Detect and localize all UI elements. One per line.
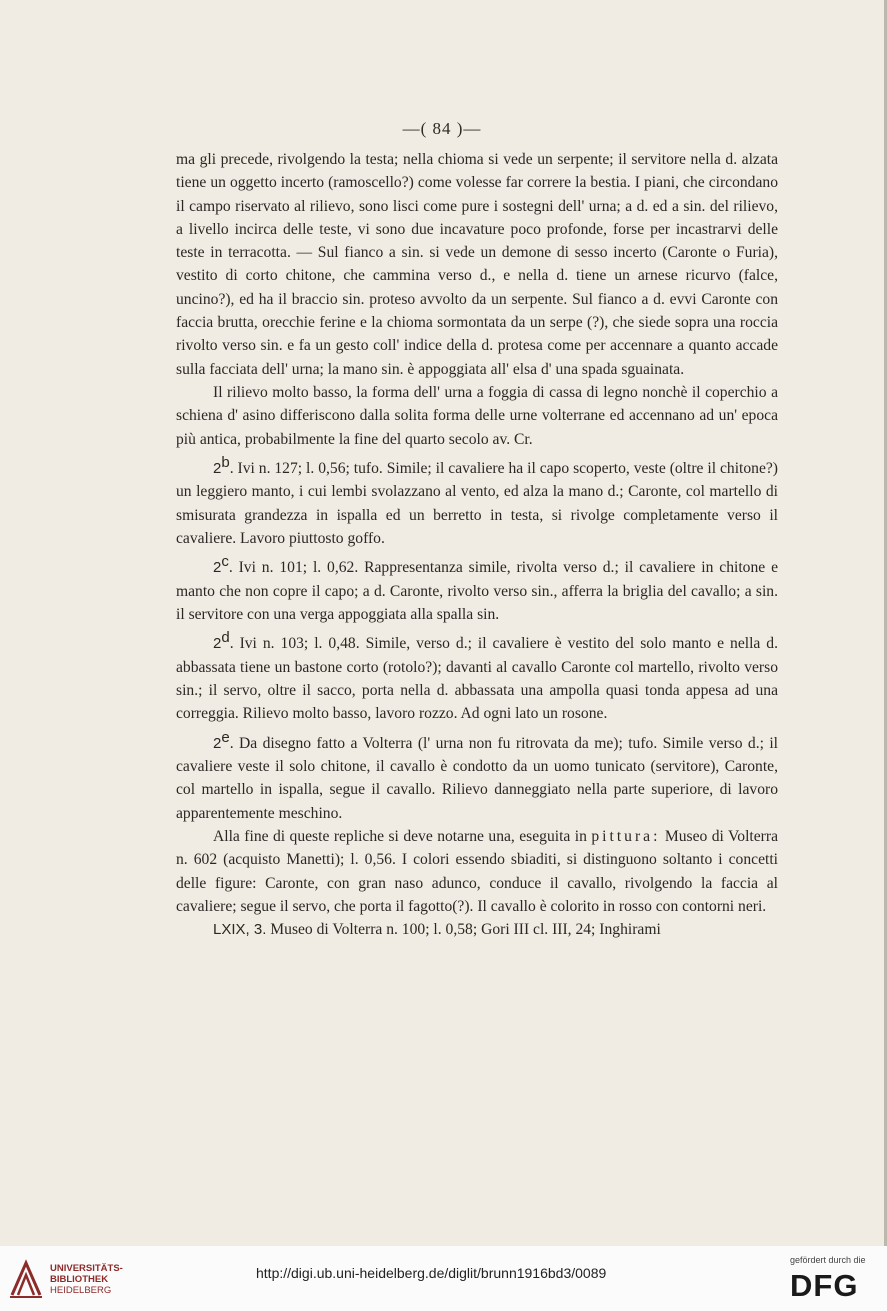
entry-sup: e	[221, 728, 230, 746]
painting-note: Alla fine di queste repliche si deve notarne una, eseguita in pittura: Museo di Volterra n. 602 (acquisto Manetti); l. 0,56. I colori essendo sbiaditi, si distinguono soltanto i concetti delle figure: Caronte, con gran naso adunco, conduce il cavallo, rivolgendo la faccia al cavaliere; segue il servo, che porta il fagotto(?). Il cavallo è colorito in rosso con contorni neri.	[176, 828, 778, 915]
entry-2e: 2e. Da disegno fatto a Volterra (l' urna non fu ritrovata da me); tufo. Simile verso d.; il cavaliere veste il solo chitone, il cavallo è condotto da un uomo tunicato (servitore), Caronte, col martello in ispalla, segue il cavallo. Rilievo danneggiato nella parte superiore, di lavoro apparentemente meschino.	[176, 728, 779, 822]
entry-label: 2	[213, 559, 222, 577]
entry-2c: 2$^c$. Ivi n. 101; l. 0,62. Rappresentanza simile, rivolta verso d.; il cavaliere in chitone e manto che non copre il capo; a d. Caronte, rivolto verso sin., afferra la briglia del cavallo; a sin. il servitore con una verga appoggiata alla spalla sin.	[176, 553, 778, 624]
page-header: —( 84 )—	[402, 119, 482, 138]
footer-bar	[0, 1246, 887, 1311]
sponsor-note: gefördert durch die	[790, 1255, 866, 1265]
entry-sup: b	[221, 453, 230, 471]
dfg-logo: DFG	[790, 1268, 859, 1303]
entry-2d: 2$^d$. Ivi n. 103; l. 0,48. Simile, verso d.; il cavaliere è vestito del solo manto e nella d. abbassata tiene un bastone corto (rotolo?); davanti al cavallo Caronte col martello, rivolto verso sin.; il servo, oltre il sacco, porta nella d. abbassata una ampolla quasi tonda appesa ad una correggia. Rilievo molto basso, lavoro rozzo. Ad ogni lato un rosone.	[176, 629, 778, 723]
source-url-link[interactable]: http://digi.ub.uni-heidelberg.de/diglit/brunn1916bd3/0089	[256, 1265, 607, 1281]
paragraph-1: ma gli precede, rivolgendo la testa; nella chioma si vede un serpente; il servitore nella d. alzata tiene un oggetto incerto (ramoscello?) come volesse far correre la bestia. I piani, che circondano il campo riservato al rilievo, sono lisci come pure i sostegni dell' urna; a d. ed a sin. del rilievo, a livello incirca delle teste, vi sono due incavature poco profonde, forse per incastrarvi delle teste in terracotta. — Sul fianco a sin. si vede un demone di sesso incerto (Caronte o Furia), vestito di corto chitone, che cammina verso d., e nella d. tiene un arnese ricurvo (falce, uncino?), ed ha il braccio sin. proteso avvolto da un serpente. Sul fianco a d. evvi Caronte con faccia brutta, orecchie ferine e la chioma sormontata da un serpe (?), che siede sopra una roccia rivolto verso sin. e fa un gesto coll' indice della d. protesa come per accennare a quanto accade sulla facciata dell' urna; la mano sin. è appoggiata all' elsa d' una spada sguainata.	[176, 151, 778, 378]
entry-label: 2	[213, 460, 222, 478]
university-logo-icon	[8, 1259, 44, 1299]
entry-lxix-3: LXIX, 3. Museo di Volterra n. 100; l. 0,58; Gori III cl. III, 24; Inghirami	[213, 921, 661, 939]
body-text	[176, 148, 778, 942]
entry-label: LXIX, 3.	[213, 921, 267, 939]
entry-2b: 2$^b$. Ivi n. 127; l. 0,56; tufo. Simile; il cavaliere ha il capo scoperto, veste (oltre il chitone?) un leggiero manto, i cui lembi svolazzano al vento, ed alza la mano d.; Caronte, col martello di smisurata grandezza in ispalla ed un berretto in testa, si rivolge completamente verso il cavaliere. Lavoro piuttosto goffo.	[176, 453, 778, 547]
entry-label: 2	[213, 734, 222, 752]
university-logo-text: UNIVERSITÄTS- BIBLIOTHEK HEIDELBERG	[50, 1263, 123, 1296]
entry-sup: c	[221, 553, 229, 571]
entry-sup: d	[221, 629, 230, 647]
entry-label: 2	[213, 635, 222, 653]
paragraph-2: Il rilievo molto basso, la forma dell' urna a foggia di cassa di legno nonchè il coperchio a schiena d' asino differiscono dalla solita forma delle urne volterrane ed accennano ad un' epoca più antica, probabilmente la fine del quarto secolo av. Cr.	[176, 383, 778, 448]
spaced-word: pittura:	[591, 828, 661, 846]
